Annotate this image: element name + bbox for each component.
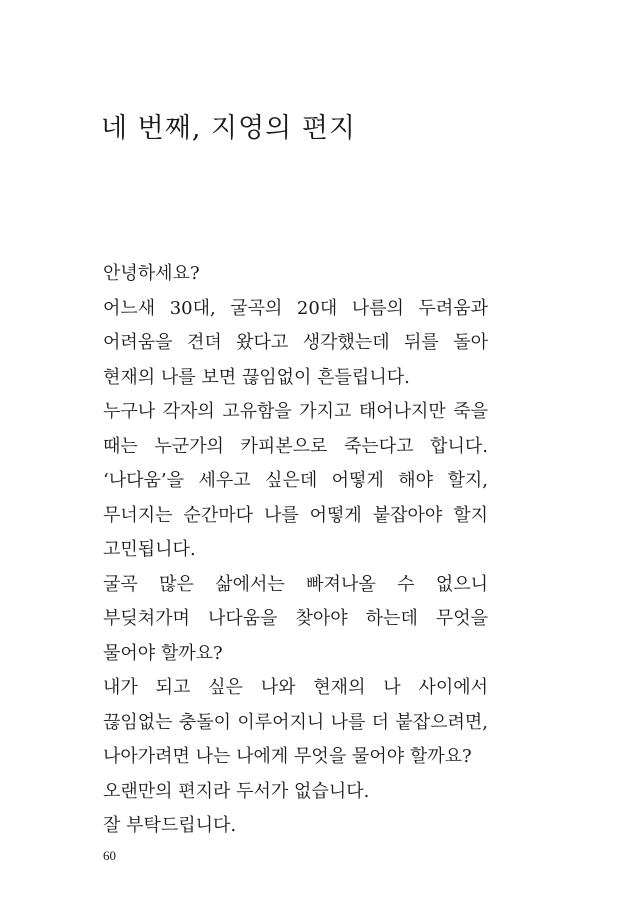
- letter-greeting: 안녕하세요?: [103, 263, 200, 284]
- letter-paragraph: 어느새 30대, 굴곡의 20대 나름의 두려움과 어려움을 견뎌 왔다고 생각했는데 뒤를 돌아 현재의 나를 보면 끊임없이 흔들립니다.: [103, 297, 488, 388]
- chapter-title: 네 번째, 지영의 편지: [101, 113, 356, 144]
- letter-paragraph: 굴곡 많은 삶에서는 빠져나올 수 없으니 부딪쳐가며 나다움을 찾아야 하는데 무엇을 물어야 할까요?: [103, 573, 488, 664]
- letter-paragraph: 내가 되고 싶은 나와 현재의 나 사이에서 끊임없는 충돌이 이루어지니 나를 더 붙잡으려면, 나아가려면 나는 나에게 무엇을 물어야 할까요?: [103, 677, 488, 767]
- letter-paragraph: 누구나 각자의 고유함을 가지고 태어나지만 죽을 때는 누군가의 카피본으로 죽는다고 합니다. ‘나다움’을 세우고 싶은데 어떻게 해야 할지, 무너지는 순간마다 나를 어떻게 붙잡아야 할지 고민됩니다.: [103, 401, 488, 560]
- letter-body: [103, 257, 488, 844]
- letter-paragraph: 오랜만의 편지라 두서가 없습니다.: [103, 780, 370, 802]
- page-number: 60: [103, 848, 116, 863]
- letter-closing: 잘 부탁드립니다.: [103, 815, 237, 836]
